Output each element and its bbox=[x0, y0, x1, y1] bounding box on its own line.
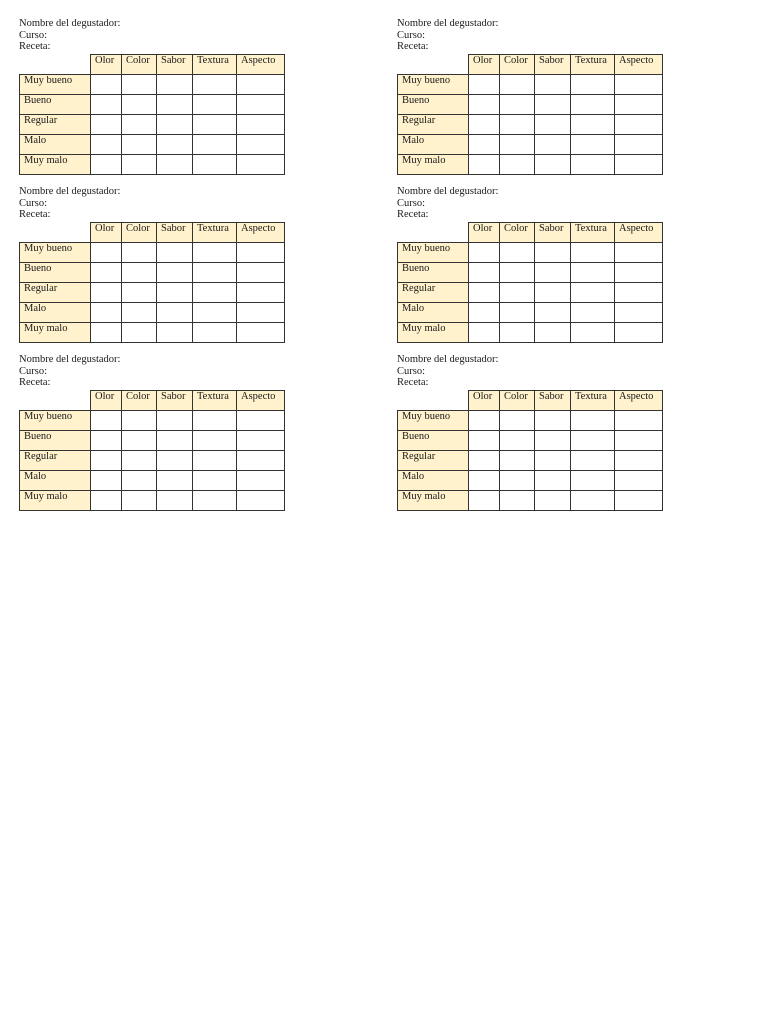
course-label: Curso: bbox=[19, 365, 48, 377]
rating-cell[interactable] bbox=[237, 75, 285, 95]
evaluation-card bbox=[397, 18, 697, 175]
column-header: Textura bbox=[571, 55, 615, 75]
rating-cell[interactable] bbox=[500, 135, 535, 155]
row-header: Regular bbox=[20, 115, 91, 135]
rating-cell[interactable] bbox=[469, 243, 500, 263]
rating-cell[interactable] bbox=[615, 243, 663, 263]
row-header: Malo bbox=[398, 471, 469, 491]
column-header: Aspecto bbox=[237, 391, 285, 411]
table-row bbox=[20, 155, 285, 175]
rating-cell[interactable] bbox=[157, 323, 193, 343]
column-header: Textura bbox=[193, 55, 237, 75]
row-header: Muy bueno bbox=[20, 75, 91, 95]
recipe-label: Receta: bbox=[397, 41, 429, 53]
rating-cell[interactable] bbox=[500, 471, 535, 491]
rating-cell[interactable] bbox=[157, 471, 193, 491]
header-row bbox=[20, 223, 285, 243]
rating-cell[interactable] bbox=[571, 431, 615, 451]
recipe-label: Receta: bbox=[19, 377, 51, 389]
rating-cell[interactable] bbox=[122, 115, 157, 135]
rating-cell[interactable] bbox=[469, 451, 500, 471]
rating-cell[interactable] bbox=[193, 95, 237, 115]
row-header: Muy bueno bbox=[398, 75, 469, 95]
rating-cell[interactable] bbox=[469, 135, 500, 155]
rating-table bbox=[397, 390, 663, 511]
rating-cell[interactable] bbox=[157, 411, 193, 431]
rating-cell[interactable] bbox=[122, 491, 157, 511]
column-header: Olor bbox=[469, 223, 500, 243]
rating-cell[interactable] bbox=[571, 471, 615, 491]
empty-corner bbox=[20, 55, 91, 75]
rating-cell[interactable] bbox=[535, 263, 571, 283]
table-row bbox=[20, 431, 285, 451]
column-header: Aspecto bbox=[237, 223, 285, 243]
column-header: Aspecto bbox=[615, 223, 663, 243]
rating-cell[interactable] bbox=[469, 431, 500, 451]
rating-cell[interactable] bbox=[500, 283, 535, 303]
row-header: Muy bueno bbox=[20, 411, 91, 431]
table-row bbox=[398, 471, 663, 491]
column-header: Textura bbox=[193, 223, 237, 243]
rating-cell[interactable] bbox=[237, 155, 285, 175]
rating-cell[interactable] bbox=[91, 491, 122, 511]
rating-cell[interactable] bbox=[193, 323, 237, 343]
column-header: Color bbox=[500, 223, 535, 243]
rating-cell[interactable] bbox=[122, 263, 157, 283]
rating-table bbox=[397, 222, 663, 343]
row-header: Bueno bbox=[398, 431, 469, 451]
rating-cell[interactable] bbox=[615, 95, 663, 115]
rating-cell[interactable] bbox=[193, 303, 237, 323]
header-row bbox=[398, 223, 663, 243]
taster-name-label: Nombre del degustador: bbox=[397, 18, 499, 29]
rating-cell[interactable] bbox=[157, 135, 193, 155]
row-header: Muy malo bbox=[20, 491, 91, 511]
rating-cell[interactable] bbox=[122, 303, 157, 323]
rating-cell[interactable] bbox=[615, 303, 663, 323]
column-header: Color bbox=[122, 391, 157, 411]
rating-cell[interactable] bbox=[571, 451, 615, 471]
rating-cell[interactable] bbox=[535, 451, 571, 471]
rating-cell[interactable] bbox=[122, 451, 157, 471]
rating-cell[interactable] bbox=[91, 155, 122, 175]
row-header: Malo bbox=[398, 135, 469, 155]
rating-cell[interactable] bbox=[193, 263, 237, 283]
header-row bbox=[398, 55, 663, 75]
rating-cell[interactable] bbox=[157, 283, 193, 303]
rating-cell[interactable] bbox=[157, 263, 193, 283]
rating-cell[interactable] bbox=[571, 135, 615, 155]
empty-corner bbox=[398, 223, 469, 243]
rating-cell[interactable] bbox=[193, 115, 237, 135]
rating-cell[interactable] bbox=[571, 95, 615, 115]
column-header: Sabor bbox=[535, 55, 571, 75]
rating-cell[interactable] bbox=[237, 243, 285, 263]
rating-cell[interactable] bbox=[237, 323, 285, 343]
rating-cell[interactable] bbox=[157, 155, 193, 175]
course-label: Curso: bbox=[19, 197, 48, 209]
rating-cell[interactable] bbox=[157, 243, 193, 263]
table-row bbox=[398, 431, 663, 451]
rating-cell[interactable] bbox=[615, 471, 663, 491]
row-header: Malo bbox=[20, 471, 91, 491]
rating-cell[interactable] bbox=[157, 95, 193, 115]
table-row bbox=[20, 323, 285, 343]
rating-cell[interactable] bbox=[500, 75, 535, 95]
table-row bbox=[398, 263, 663, 283]
rating-cell[interactable] bbox=[469, 75, 500, 95]
rating-cell[interactable] bbox=[122, 411, 157, 431]
column-header: Sabor bbox=[157, 223, 193, 243]
rating-cell[interactable] bbox=[193, 135, 237, 155]
table-row bbox=[398, 75, 663, 95]
header-row bbox=[20, 391, 285, 411]
rating-cell[interactable] bbox=[469, 263, 500, 283]
empty-corner bbox=[20, 223, 91, 243]
evaluation-card bbox=[397, 354, 697, 511]
rating-cell[interactable] bbox=[469, 283, 500, 303]
rating-cell[interactable] bbox=[571, 411, 615, 431]
row-header: Muy bueno bbox=[398, 243, 469, 263]
course-label: Curso: bbox=[397, 365, 426, 377]
rating-cell[interactable] bbox=[469, 303, 500, 323]
column-header: Color bbox=[500, 55, 535, 75]
evaluation-card bbox=[397, 186, 697, 343]
rating-cell[interactable] bbox=[535, 303, 571, 323]
rating-cell[interactable] bbox=[469, 155, 500, 175]
rating-cell[interactable] bbox=[193, 471, 237, 491]
column-header: Olor bbox=[91, 223, 122, 243]
table-row bbox=[20, 491, 285, 511]
rating-cell[interactable] bbox=[469, 491, 500, 511]
rating-cell[interactable] bbox=[615, 75, 663, 95]
table-row bbox=[398, 243, 663, 263]
rating-cell[interactable] bbox=[122, 155, 157, 175]
rating-cell[interactable] bbox=[91, 263, 122, 283]
column-header: Color bbox=[122, 223, 157, 243]
column-header: Sabor bbox=[535, 391, 571, 411]
course-label: Curso: bbox=[397, 197, 426, 209]
rating-cell[interactable] bbox=[500, 303, 535, 323]
row-header: Malo bbox=[398, 303, 469, 323]
table-row bbox=[398, 95, 663, 115]
rating-cell[interactable] bbox=[91, 323, 122, 343]
rating-cell[interactable] bbox=[157, 115, 193, 135]
rating-cell[interactable] bbox=[237, 115, 285, 135]
table-row bbox=[20, 283, 285, 303]
rating-cell[interactable] bbox=[193, 431, 237, 451]
rating-cell[interactable] bbox=[237, 95, 285, 115]
column-header: Textura bbox=[571, 223, 615, 243]
rating-cell[interactable] bbox=[615, 263, 663, 283]
rating-cell[interactable] bbox=[91, 135, 122, 155]
rating-cell[interactable] bbox=[615, 451, 663, 471]
recipe-label: Receta: bbox=[397, 209, 429, 221]
row-header: Malo bbox=[20, 135, 91, 155]
rating-cell[interactable] bbox=[500, 243, 535, 263]
rating-cell[interactable] bbox=[615, 135, 663, 155]
rating-cell[interactable] bbox=[91, 411, 122, 431]
rating-cell[interactable] bbox=[237, 135, 285, 155]
rating-cell[interactable] bbox=[571, 283, 615, 303]
row-header: Bueno bbox=[20, 263, 91, 283]
column-header: Olor bbox=[91, 391, 122, 411]
rating-cell[interactable] bbox=[535, 471, 571, 491]
rating-table bbox=[19, 390, 285, 511]
rating-cell[interactable] bbox=[91, 431, 122, 451]
rating-cell[interactable] bbox=[535, 491, 571, 511]
column-header: Aspecto bbox=[615, 55, 663, 75]
row-header: Muy bueno bbox=[20, 243, 91, 263]
rating-cell[interactable] bbox=[571, 155, 615, 175]
rating-cell[interactable] bbox=[237, 471, 285, 491]
rating-cell[interactable] bbox=[535, 431, 571, 451]
rating-cell[interactable] bbox=[237, 303, 285, 323]
rating-cell[interactable] bbox=[500, 115, 535, 135]
row-header: Muy malo bbox=[398, 323, 469, 343]
rating-cell[interactable] bbox=[500, 95, 535, 115]
table-row bbox=[398, 283, 663, 303]
row-header: Regular bbox=[20, 283, 91, 303]
row-header: Regular bbox=[398, 115, 469, 135]
rating-cell[interactable] bbox=[91, 303, 122, 323]
rating-table bbox=[19, 222, 285, 343]
row-header: Muy malo bbox=[20, 155, 91, 175]
table-row bbox=[398, 303, 663, 323]
rating-cell[interactable] bbox=[535, 411, 571, 431]
table-row bbox=[398, 411, 663, 431]
rating-table bbox=[19, 54, 285, 175]
rating-cell[interactable] bbox=[500, 263, 535, 283]
rating-cell[interactable] bbox=[535, 135, 571, 155]
column-header: Aspecto bbox=[237, 55, 285, 75]
row-header: Bueno bbox=[398, 263, 469, 283]
rating-cell[interactable] bbox=[500, 323, 535, 343]
rating-cell[interactable] bbox=[157, 431, 193, 451]
table-row bbox=[20, 115, 285, 135]
rating-cell[interactable] bbox=[122, 471, 157, 491]
table-row bbox=[20, 471, 285, 491]
empty-corner bbox=[20, 391, 91, 411]
taster-name-label: Nombre del degustador: bbox=[397, 354, 499, 365]
course-label: Curso: bbox=[19, 29, 48, 41]
rating-cell[interactable] bbox=[193, 411, 237, 431]
rating-cell[interactable] bbox=[500, 491, 535, 511]
rating-cell[interactable] bbox=[157, 303, 193, 323]
rating-cell[interactable] bbox=[157, 75, 193, 95]
column-header: Sabor bbox=[157, 55, 193, 75]
rating-cell[interactable] bbox=[193, 155, 237, 175]
header-row bbox=[20, 55, 285, 75]
rating-cell[interactable] bbox=[571, 303, 615, 323]
rating-cell[interactable] bbox=[500, 431, 535, 451]
rating-cell[interactable] bbox=[469, 323, 500, 343]
rating-cell[interactable] bbox=[469, 471, 500, 491]
column-header: Textura bbox=[193, 391, 237, 411]
taster-name-label: Nombre del degustador: bbox=[397, 186, 499, 197]
table-row bbox=[20, 243, 285, 263]
rating-cell[interactable] bbox=[91, 451, 122, 471]
column-header: Olor bbox=[91, 55, 122, 75]
rating-cell[interactable] bbox=[469, 95, 500, 115]
rating-cell[interactable] bbox=[571, 491, 615, 511]
column-header: Textura bbox=[571, 391, 615, 411]
rating-cell[interactable] bbox=[615, 491, 663, 511]
column-header: Olor bbox=[469, 391, 500, 411]
table-row bbox=[398, 451, 663, 471]
column-header: Olor bbox=[469, 55, 500, 75]
empty-corner bbox=[398, 391, 469, 411]
table-row bbox=[398, 323, 663, 343]
rating-cell[interactable] bbox=[122, 243, 157, 263]
taster-name-label: Nombre del degustador: bbox=[19, 354, 121, 365]
evaluation-card bbox=[19, 18, 319, 175]
rating-cell[interactable] bbox=[469, 115, 500, 135]
rating-cell[interactable] bbox=[157, 451, 193, 471]
rating-cell[interactable] bbox=[193, 243, 237, 263]
rating-cell[interactable] bbox=[535, 115, 571, 135]
table-row bbox=[20, 263, 285, 283]
rating-cell[interactable] bbox=[237, 491, 285, 511]
rating-cell[interactable] bbox=[535, 155, 571, 175]
rating-cell[interactable] bbox=[122, 431, 157, 451]
table-row bbox=[398, 155, 663, 175]
rating-cell[interactable] bbox=[615, 283, 663, 303]
rating-cell[interactable] bbox=[157, 491, 193, 511]
recipe-label: Receta: bbox=[19, 41, 51, 53]
table-row bbox=[398, 115, 663, 135]
recipe-label: Receta: bbox=[397, 377, 429, 389]
table-row bbox=[20, 135, 285, 155]
rating-cell[interactable] bbox=[91, 75, 122, 95]
rating-cell[interactable] bbox=[193, 451, 237, 471]
row-header: Muy bueno bbox=[398, 411, 469, 431]
rating-cell[interactable] bbox=[500, 411, 535, 431]
rating-cell[interactable] bbox=[535, 323, 571, 343]
taster-name-label: Nombre del degustador: bbox=[19, 18, 121, 29]
table-row bbox=[398, 135, 663, 155]
row-header: Regular bbox=[398, 283, 469, 303]
evaluation-card bbox=[19, 186, 319, 343]
rating-cell[interactable] bbox=[571, 243, 615, 263]
rating-cell[interactable] bbox=[615, 431, 663, 451]
rating-cell[interactable] bbox=[615, 411, 663, 431]
rating-cell[interactable] bbox=[237, 411, 285, 431]
column-header: Color bbox=[122, 55, 157, 75]
rating-cell[interactable] bbox=[469, 411, 500, 431]
row-header: Bueno bbox=[20, 431, 91, 451]
rating-cell[interactable] bbox=[500, 451, 535, 471]
empty-corner bbox=[398, 55, 469, 75]
rating-cell[interactable] bbox=[615, 323, 663, 343]
course-label: Curso: bbox=[397, 29, 426, 41]
row-header: Malo bbox=[20, 303, 91, 323]
rating-cell[interactable] bbox=[615, 115, 663, 135]
rating-table bbox=[397, 54, 663, 175]
rating-cell[interactable] bbox=[615, 155, 663, 175]
row-header: Muy malo bbox=[398, 491, 469, 511]
rating-cell[interactable] bbox=[571, 75, 615, 95]
rating-cell[interactable] bbox=[193, 283, 237, 303]
table-row bbox=[20, 95, 285, 115]
rating-cell[interactable] bbox=[91, 283, 122, 303]
rating-cell[interactable] bbox=[535, 243, 571, 263]
rating-cell[interactable] bbox=[122, 95, 157, 115]
table-row bbox=[20, 75, 285, 95]
rating-cell[interactable] bbox=[193, 75, 237, 95]
recipe-label: Receta: bbox=[19, 209, 51, 221]
rating-cell[interactable] bbox=[571, 115, 615, 135]
rating-cell[interactable] bbox=[91, 471, 122, 491]
table-row bbox=[20, 451, 285, 471]
row-header: Bueno bbox=[20, 95, 91, 115]
rating-cell[interactable] bbox=[122, 323, 157, 343]
row-header: Muy malo bbox=[398, 155, 469, 175]
rating-cell[interactable] bbox=[122, 135, 157, 155]
rating-cell[interactable] bbox=[237, 263, 285, 283]
table-row bbox=[398, 491, 663, 511]
column-header: Aspecto bbox=[615, 391, 663, 411]
rating-cell[interactable] bbox=[500, 155, 535, 175]
rating-cell[interactable] bbox=[571, 323, 615, 343]
table-row bbox=[20, 411, 285, 431]
column-header: Sabor bbox=[157, 391, 193, 411]
column-header: Sabor bbox=[535, 223, 571, 243]
rating-cell[interactable] bbox=[237, 451, 285, 471]
evaluation-card bbox=[19, 354, 319, 511]
rating-cell[interactable] bbox=[91, 115, 122, 135]
row-header: Bueno bbox=[398, 95, 469, 115]
rating-cell[interactable] bbox=[535, 95, 571, 115]
rating-cell[interactable] bbox=[535, 75, 571, 95]
header-row bbox=[398, 391, 663, 411]
row-header: Regular bbox=[20, 451, 91, 471]
row-header: Muy malo bbox=[20, 323, 91, 343]
rating-cell[interactable] bbox=[237, 283, 285, 303]
taster-name-label: Nombre del degustador: bbox=[19, 186, 121, 197]
rating-cell[interactable] bbox=[122, 283, 157, 303]
rating-cell[interactable] bbox=[91, 95, 122, 115]
rating-cell[interactable] bbox=[571, 263, 615, 283]
rating-cell[interactable] bbox=[535, 283, 571, 303]
rating-cell[interactable] bbox=[91, 243, 122, 263]
table-row bbox=[20, 303, 285, 323]
rating-cell[interactable] bbox=[122, 75, 157, 95]
rating-cell[interactable] bbox=[237, 431, 285, 451]
column-header: Color bbox=[500, 391, 535, 411]
row-header: Regular bbox=[398, 451, 469, 471]
rating-cell[interactable] bbox=[193, 491, 237, 511]
